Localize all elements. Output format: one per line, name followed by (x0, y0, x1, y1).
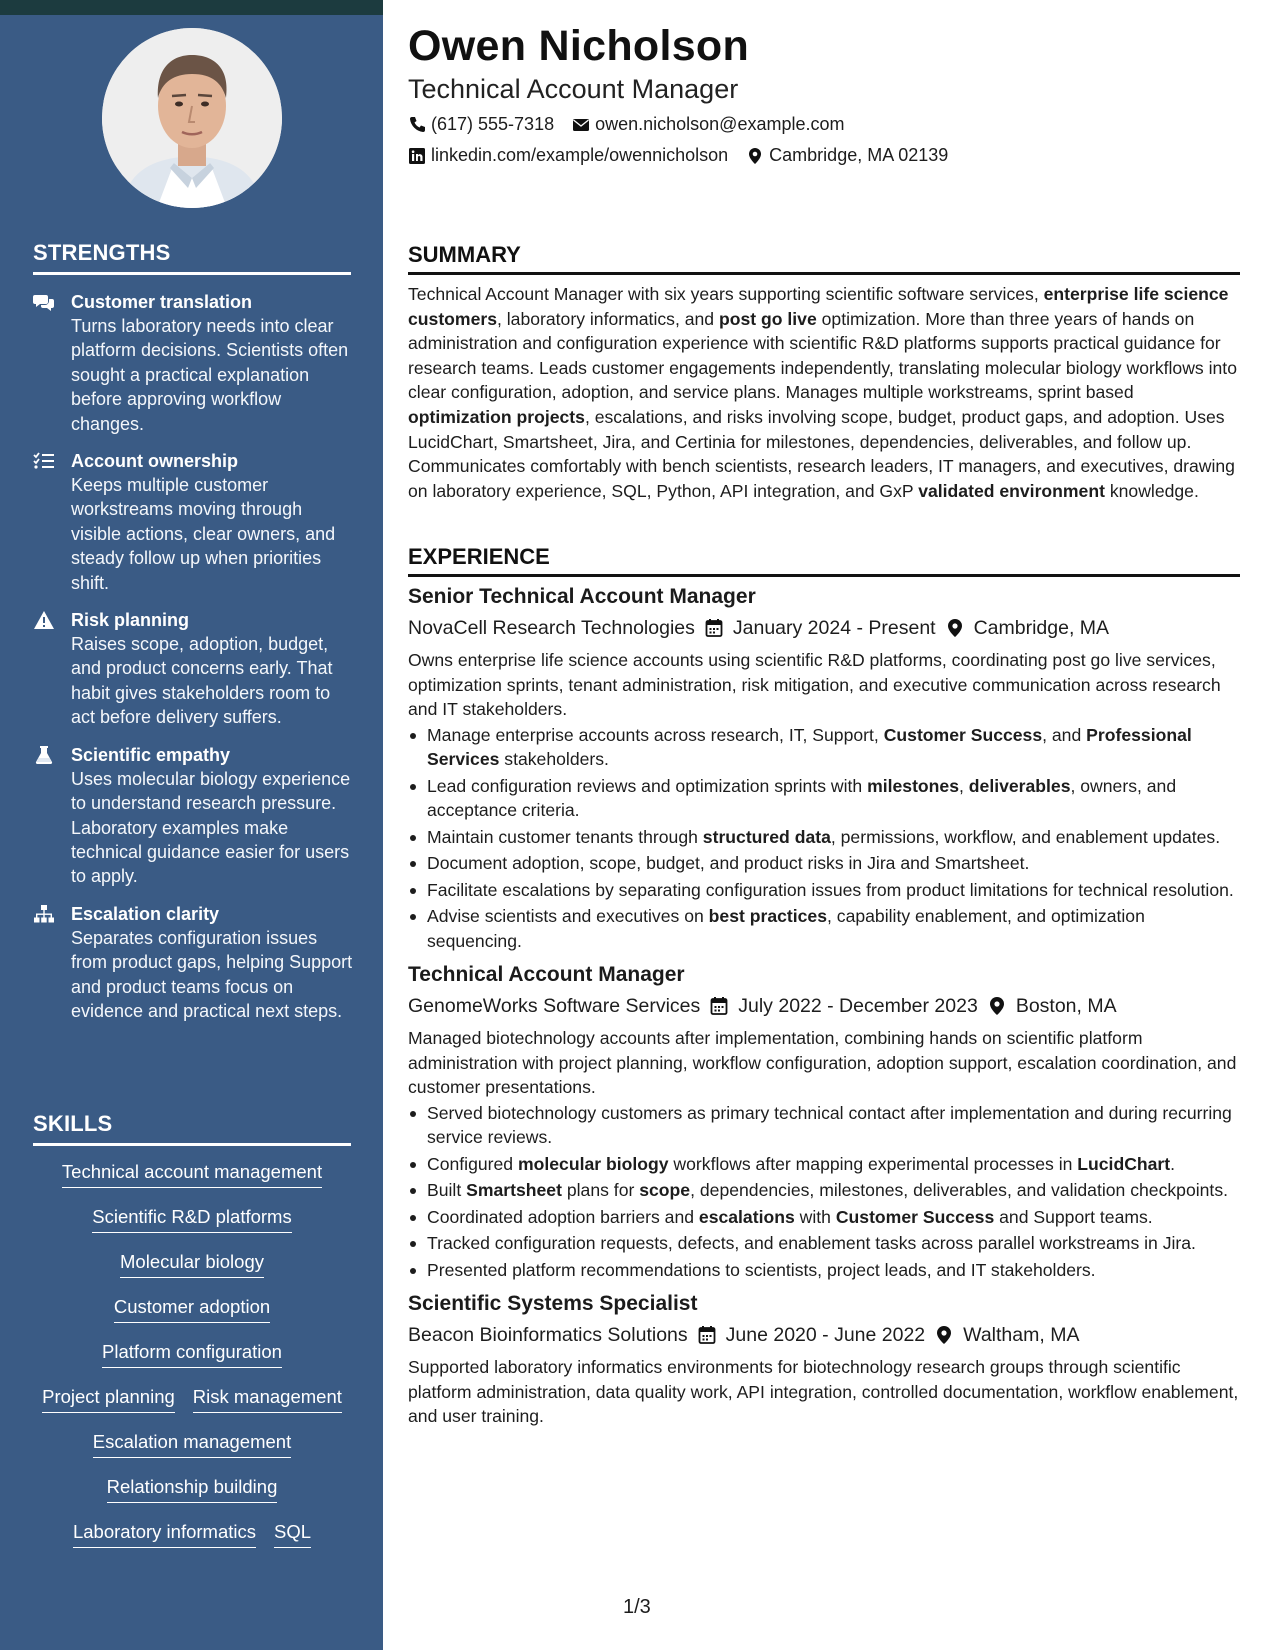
strength-title: Account ownership (71, 451, 239, 472)
location-contact (746, 145, 948, 166)
strength-item (33, 743, 353, 889)
job-bullet: Coordinated adoption barriers and escalations with Customer Success and Support teams. (408, 1205, 1240, 1230)
job-bullet: Manage enterprise accounts across research, IT, Support, Customer Success, and Professional Services stakeholders. (408, 723, 1240, 772)
job-entry (408, 1290, 1240, 1429)
calendar-icon (710, 996, 728, 1016)
bold-text: post go live (718, 308, 817, 329)
bold-text: milestones (867, 775, 959, 796)
skill-tag: Project planning (42, 1385, 175, 1413)
strength-item (33, 449, 353, 595)
bold-text: Professional Services (427, 724, 1192, 769)
location-text: Cambridge, MA 02139 (769, 145, 949, 165)
avatar (102, 28, 282, 208)
job-dates-text: January 2024 - Present (732, 617, 936, 639)
contact-row (408, 145, 948, 166)
page-number: 1/3 (623, 1596, 651, 1618)
job-description: Managed biotechnology accounts after implementation, combining hands on scientific platform administration with project planning, workflow configuration, adoption support, escalation coordination, and customer presentations. (408, 1028, 1237, 1097)
job-bullet: Document adoption, scope, budget, and product risks in Jira and Smartsheet. (408, 851, 1240, 876)
skill-tag: Escalation management (93, 1430, 291, 1458)
skills-list (33, 1160, 351, 1565)
bold-text: LucidChart (1077, 1153, 1171, 1174)
job-bullet: Built Smartsheet plans for scope, dependencies, milestones, deliverables, and validation checkpoints. (408, 1178, 1240, 1203)
job-location-text: Boston, MA (1015, 995, 1117, 1017)
job-meta (408, 1320, 1240, 1350)
phone-contact (408, 114, 554, 135)
calendar-icon (705, 618, 723, 638)
job-meta (408, 613, 1240, 643)
experience-list (408, 583, 1240, 1437)
job-dates (698, 1320, 926, 1350)
bold-text: molecular biology (517, 1153, 669, 1174)
job-location (988, 991, 1117, 1021)
candidate-name: Owen Nicholson (408, 22, 750, 70)
job-dates (710, 991, 978, 1021)
strength-text: Separates configuration issues from product gaps, helping Support and product teams focus on evidence and practical next steps. (71, 927, 353, 1021)
map-pin-icon (746, 147, 764, 165)
strength-title: Escalation clarity (71, 903, 220, 924)
map-pin-icon (988, 996, 1006, 1016)
warning-icon (33, 610, 57, 630)
job-dates (705, 613, 936, 643)
strengths-heading: STRENGTHS (33, 240, 351, 275)
strength-title: Risk planning (71, 610, 190, 631)
skill-tag: Customer adoption (114, 1295, 270, 1323)
strength-item (33, 290, 353, 436)
bold-text: structured data (702, 826, 831, 847)
job-dates-text: July 2022 - December 2023 (738, 995, 978, 1017)
company-name: Beacon Bioinformatics Solutions (408, 1324, 688, 1346)
job-bullet: Presented platform recommendations to scientists, project leads, and IT stakeholders. (408, 1258, 1240, 1283)
skill-tag: Scientific R&D platforms (92, 1205, 291, 1233)
sidebar-top-bar (0, 0, 383, 15)
skill-tag: SQL (274, 1520, 311, 1548)
job-bullet: Lead configuration reviews and optimization sprints with milestones, deliverables, owners, and acceptance criteria. (408, 774, 1240, 823)
job-title: Technical Account Manager (408, 963, 685, 986)
job-bullet: Advise scientists and executives on best practices, capability enablement, and optimization sequencing. (408, 904, 1240, 953)
strength-text: Uses molecular biology experience to understand research pressure. Laboratory examples make technical guidance easier for users to apply. (71, 768, 351, 887)
strength-text: Turns laboratory needs into clear platform decisions. Scientists often sought a practical explanation before approving workflow changes. (71, 316, 349, 434)
job-bullets (408, 1101, 1240, 1283)
bold-text: deliverables (968, 775, 1071, 796)
skill-tag: Risk management (193, 1385, 342, 1413)
phone-icon (408, 116, 426, 134)
candidate-title: Technical Account Manager (408, 74, 739, 104)
flask-icon (33, 745, 57, 765)
map-pin-icon (946, 618, 964, 638)
bold-text: scope (639, 1180, 691, 1200)
bold-text: validated environment (918, 480, 1105, 501)
job-location (935, 1320, 1079, 1350)
job-bullets (408, 723, 1240, 954)
strength-text: Raises scope, adoption, budget, and product concerns early. That habit gives stakeholders room to act before delivery suffers. (71, 634, 333, 728)
summary-text: Technical Account Manager with six years supporting scientific software services, enterprise life science customers, laboratory informatics, and post go live optimization. More than three years of hands on administration and configuration experience with scientific R&D platforms supports practical guidance for research teams. Leads customer engagements independently, translating molecular biology workflows into clear configuration, adoption, and service plans. Manages multiple workstreams, sprint based optimization projects, escalations, and risks involving scope, budget, product gaps, and adoption. Uses LucidChart, Smartsheet, Jira, and Certinia for milestones, dependencies, deliverables, and follow up. Communicates comfortably with bench scientists, research leaders, IT managers, and executives, drawing on laboratory experience, SQL, Python, API integration, and GxP validated environment knowledge. (408, 284, 1237, 501)
strength-text: Keeps multiple customer workstreams moving through visible actions, clear owners, and steady follow up when priorities shift. (71, 475, 336, 593)
email-link[interactable]: owen.nicholson@example.com (595, 114, 845, 134)
job-dates-text: June 2020 - June 2022 (725, 1324, 926, 1346)
bold-text: Customer Success (835, 1206, 995, 1227)
job-bullet: Maintain customer tenants through structured data, permissions, workflow, and enablement updates. (408, 825, 1240, 850)
job-bullet: Tracked configuration requests, defects, and enablement tasks across parallel workstreams in Jira. (408, 1231, 1240, 1256)
job-description: Owns enterprise life science accounts using scientific R&D platforms, coordinating post go live services, optimization sprints, tenant administration, risk mitigation, and executive communication across research and IT stakeholders. (408, 650, 1221, 719)
strength-title: Customer translation (71, 292, 253, 312)
company-name: NovaCell Research Technologies (408, 617, 695, 639)
linkedin-icon (408, 147, 426, 165)
skill-tag: Laboratory informatics (73, 1520, 256, 1548)
job-location-text: Cambridge, MA (973, 617, 1110, 639)
summary-heading: SUMMARY (408, 242, 1240, 275)
map-pin-icon (935, 1325, 953, 1345)
job-entry (408, 583, 1240, 953)
job-location-text: Waltham, MA (963, 1324, 1080, 1346)
calendar-icon (698, 1325, 716, 1345)
skills-heading: SKILLS (33, 1111, 351, 1146)
email-contact[interactable] (572, 114, 844, 135)
strength-item (33, 902, 353, 1024)
job-meta (408, 991, 1240, 1021)
experience-heading: EXPERIENCE (408, 544, 1240, 577)
bold-text: escalations (698, 1206, 795, 1227)
strength-item (33, 608, 353, 730)
list-check-icon (33, 451, 57, 471)
sitemap-icon (33, 904, 57, 924)
skill-tag: Relationship building (107, 1475, 278, 1503)
bold-text: Customer Success (883, 724, 1043, 745)
comments-icon (33, 292, 57, 312)
strength-title: Scientific empathy (71, 744, 231, 765)
job-location (946, 613, 1109, 643)
bold-text: best practices (708, 906, 827, 926)
job-title: Scientific Systems Specialist (408, 1292, 698, 1315)
envelope-icon (572, 116, 590, 134)
company-name: GenomeWorks Software Services (408, 995, 701, 1017)
skill-tag: Platform configuration (102, 1340, 282, 1368)
job-title: Senior Technical Account Manager (408, 585, 756, 608)
job-bullet: Configured molecular biology workflows after mapping experimental processes in LucidChart. (408, 1152, 1240, 1177)
bold-text: Smartsheet (466, 1180, 562, 1200)
skill-tag: Molecular biology (120, 1250, 264, 1278)
contact-row (408, 114, 845, 135)
job-bullet: Facilitate escalations by separating configuration issues from product limitations for technical resolution. (408, 878, 1240, 903)
job-description: Supported laboratory informatics environments for biotechnology research groups through scientific platform administration, data quality work, API integration, controlled documentation, workflow enablement, and user training. (408, 1357, 1239, 1426)
strengths-list (33, 290, 353, 1036)
job-bullet: Served biotechnology customers as primary technical contact after implementation and during recurring service reviews. (408, 1101, 1240, 1150)
sidebar (0, 0, 383, 1650)
skill-tag: Technical account management (62, 1160, 322, 1188)
bold-text: enterprise life science customers (408, 284, 1229, 329)
job-entry (408, 961, 1240, 1282)
linkedin-link[interactable]: linkedin.com/example/owennicholson (431, 145, 729, 165)
linkedin-contact[interactable] (408, 145, 728, 166)
bold-text: optimization projects (408, 406, 585, 427)
phone-text: (617) 555-7318 (431, 114, 555, 134)
